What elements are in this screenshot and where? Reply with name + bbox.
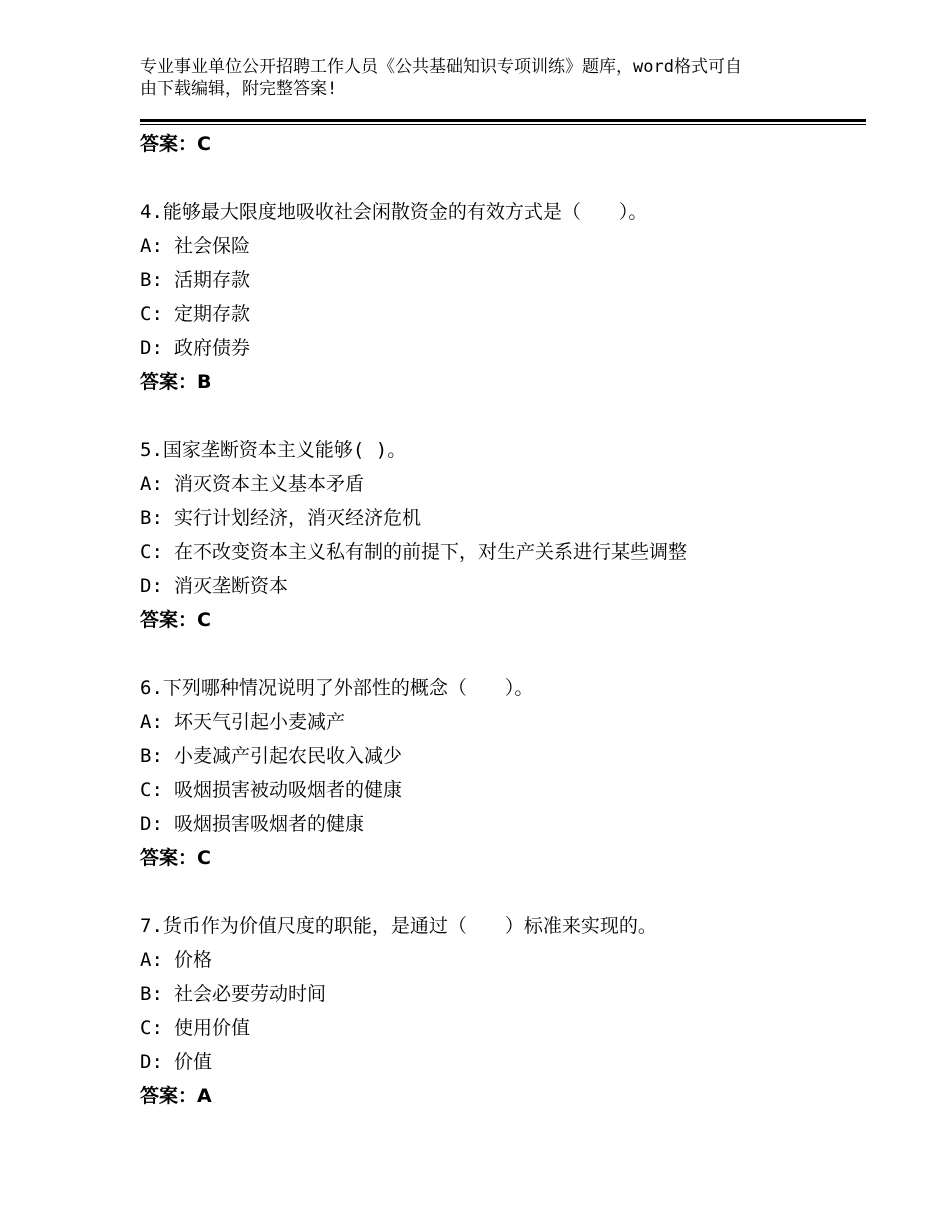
option-b [140, 263, 860, 297]
option-text: 使用价值 [174, 1017, 251, 1039]
option-a [140, 229, 860, 263]
question-7 [140, 909, 860, 1113]
option-d [140, 1045, 860, 1079]
answer: 答案：C [140, 609, 211, 631]
question-list [140, 127, 860, 1113]
option-text: 政府债券 [174, 337, 251, 359]
option-text: 消灭资本主义基本矛盾 [174, 473, 365, 495]
option-letter: C: [140, 303, 163, 325]
option-d [140, 569, 860, 603]
answer: 答案：A [140, 1085, 212, 1107]
option-text: 社会保险 [174, 235, 251, 257]
option-text: 定期存款 [174, 303, 251, 325]
header-line-1: 专业事业单位公开招聘工作人员《公共基础知识专项训练》题库，word格式可自 [140, 57, 742, 77]
header-line-2: 由下载编辑，附完整答案! [140, 79, 338, 99]
answer: 答案：B [140, 371, 212, 393]
option-text: 吸烟损害吸烟者的健康 [174, 813, 365, 835]
option-letter: A: [140, 235, 163, 257]
answer: 答案：C [140, 847, 211, 869]
option-letter: D: [140, 337, 163, 359]
document-header [140, 56, 810, 100]
option-letter: C: [140, 541, 163, 563]
option-letter: D: [140, 1051, 163, 1073]
option-b [140, 739, 860, 773]
option-c [140, 297, 860, 331]
option-b [140, 501, 860, 535]
header-divider-thick [140, 119, 866, 122]
question-6 [140, 671, 860, 875]
option-letter: C: [140, 779, 163, 801]
option-b [140, 977, 860, 1011]
option-text: 价格 [174, 949, 213, 971]
option-d [140, 331, 860, 365]
option-letter: C: [140, 1017, 163, 1039]
option-text: 社会必要劳动时间 [174, 983, 327, 1005]
option-letter: D: [140, 813, 163, 835]
option-letter: D: [140, 575, 163, 597]
option-letter: B: [140, 507, 163, 529]
answer-previous-question: 答案：C [140, 133, 211, 155]
option-letter: B: [140, 983, 163, 1005]
option-c [140, 773, 860, 807]
option-d [140, 807, 860, 841]
option-a [140, 705, 860, 739]
option-letter: A: [140, 949, 163, 971]
option-a [140, 467, 860, 501]
option-letter: B: [140, 269, 163, 291]
question-text: 5.国家垄断资本主义能够( )。 [140, 439, 407, 461]
option-letter: A: [140, 473, 163, 495]
option-letter: A: [140, 711, 163, 733]
option-text: 在不改变资本主义私有制的前提下，对生产关系进行某些调整 [174, 541, 688, 563]
question-5 [140, 433, 860, 637]
option-text: 活期存款 [174, 269, 251, 291]
option-text: 坏天气引起小麦减产 [174, 711, 346, 733]
option-c [140, 535, 860, 569]
option-text: 实行计划经济，消灭经济危机 [174, 507, 422, 529]
option-text: 消灭垄断资本 [174, 575, 289, 597]
option-c [140, 1011, 860, 1045]
option-a [140, 943, 860, 977]
question-text: 7.货币作为价值尺度的职能，是通过（ ）标准来实现的。 [140, 915, 657, 937]
option-text: 吸烟损害被动吸烟者的健康 [174, 779, 403, 801]
question-text: 6.下列哪种情况说明了外部性的概念（ ）。 [140, 677, 534, 699]
option-text: 价值 [174, 1051, 213, 1073]
header-divider-thin [140, 124, 866, 125]
option-text: 小麦减产引起农民收入减少 [174, 745, 403, 767]
question-4 [140, 195, 860, 399]
option-letter: B: [140, 745, 163, 767]
question-text: 4.能够最大限度地吸收社会闲散资金的有效方式是（ ）。 [140, 201, 648, 223]
